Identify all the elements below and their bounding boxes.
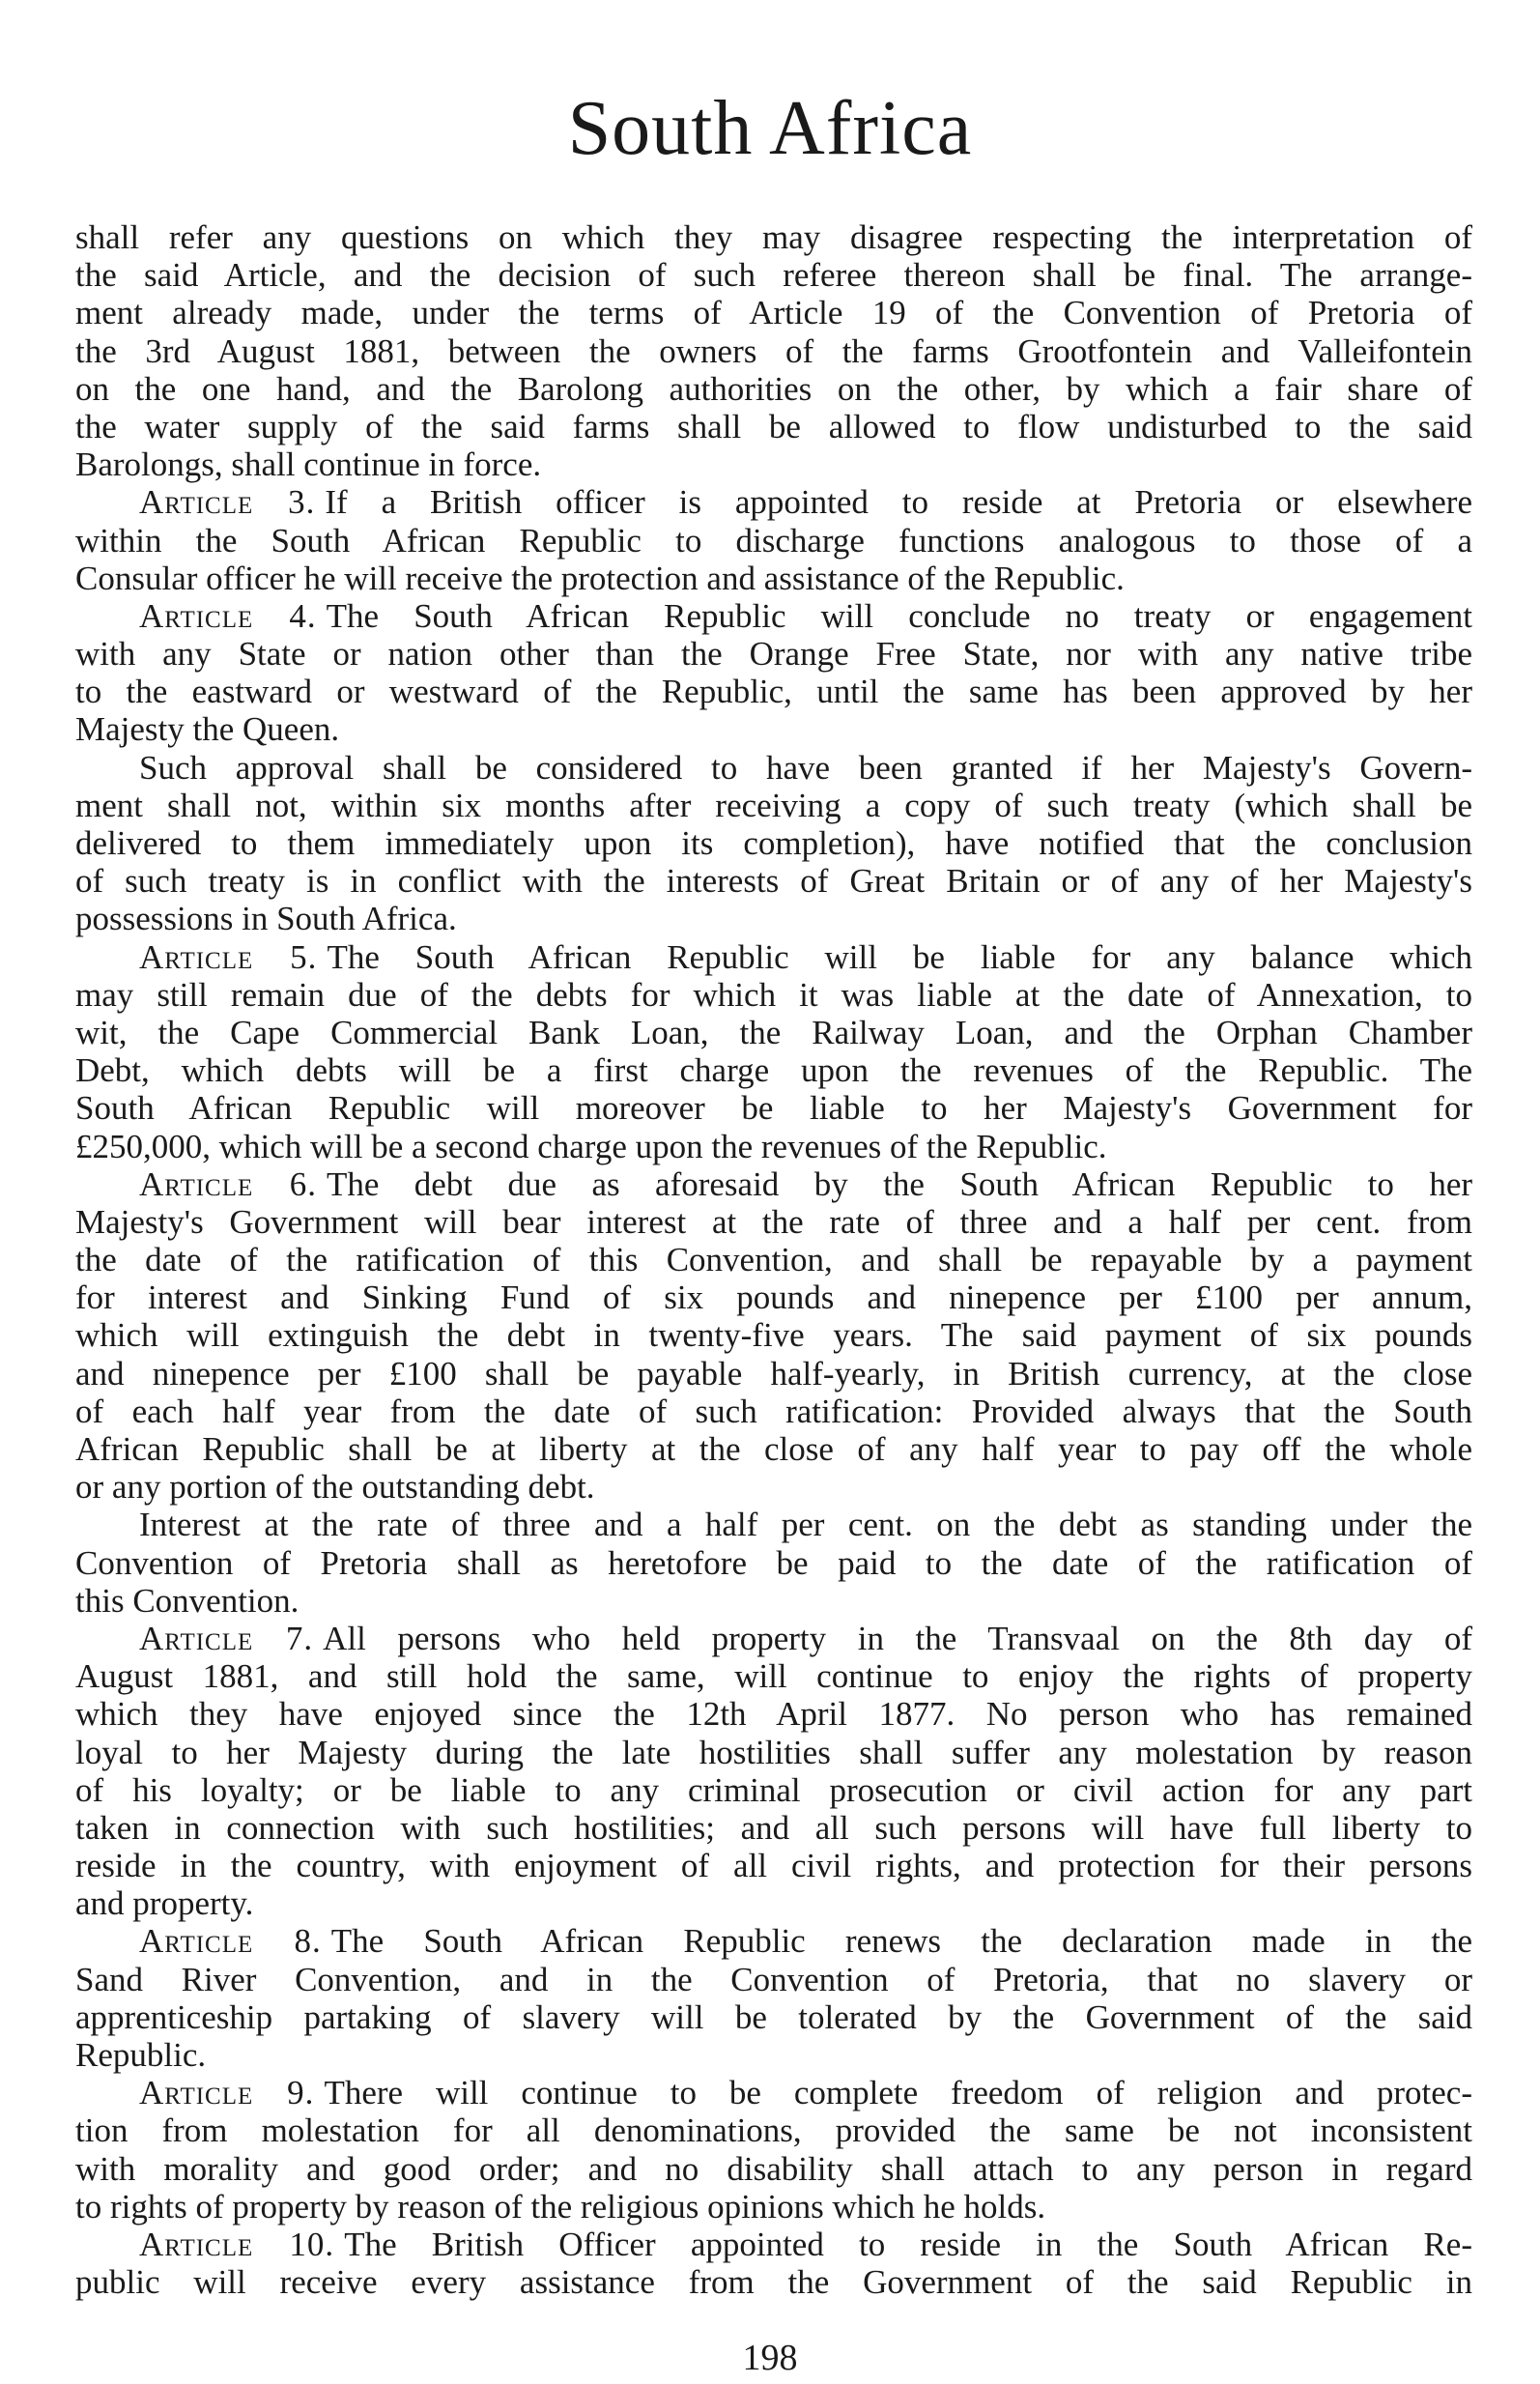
- text-line: [75, 1051, 1472, 1089]
- article-label: Article 7.: [139, 1619, 314, 1657]
- text-line: [75, 2263, 1472, 2301]
- text-line: [75, 1316, 1472, 1354]
- text-line: [75, 445, 1472, 483]
- line-text: with morality and good order; and no disability shall attach to any person in regard: [75, 2149, 1472, 2188]
- text-line: [75, 483, 1472, 521]
- line-text: and ninepence per £100 shall be payable half-yearly, in British currency, at the close: [75, 1354, 1472, 1393]
- text-line: [75, 1922, 1472, 1960]
- line-text: £250,000, which will be a second charge upon the revenues of the Republic.: [75, 1127, 1107, 1165]
- article-label: Article 6.: [139, 1164, 317, 1203]
- text-line: [75, 1961, 1472, 1998]
- text-line: [75, 1695, 1472, 1733]
- line-text: on the one hand, and the Barolong authorities on the other, by which a fair share of: [75, 369, 1472, 408]
- article-label: Article 3.: [139, 483, 316, 522]
- line-text: Majesty the Queen.: [75, 710, 340, 749]
- text-line: [75, 976, 1472, 1014]
- line-text: loyal to her Majesty during the late hostilities shall suffer any molestation by reason: [75, 1733, 1472, 1771]
- line-text: may still remain due of the debts for which it was liable at the date of Annexation, to: [75, 975, 1472, 1014]
- line-text: the 3rd August 1881, between the owners of the farms Grootfontein and Valleifontein: [75, 331, 1472, 370]
- line-text: The debt due as aforesaid by the South African Republic to her: [326, 1164, 1473, 1203]
- line-text: the water supply of the said farms shall be allowed to flow undisturbed to the said: [75, 407, 1472, 445]
- line-text: to rights of property by reason of the religious opinions which he holds.: [75, 2187, 1046, 2226]
- text-line: [75, 560, 1472, 597]
- text-line: [75, 2150, 1472, 2188]
- line-text: which they have enjoyed since the 12th April 1877. No person who has remained: [75, 1695, 1472, 1734]
- text-line: [75, 862, 1472, 900]
- line-text: There will continue to be complete freedom of religion and protec-: [324, 2074, 1472, 2112]
- article-label: Article 4.: [139, 596, 317, 635]
- line-text: tion from molestation for all denominations, provided the same be not inconsistent: [75, 2111, 1472, 2150]
- line-text: The South African Republic will be liable for any balance which: [327, 937, 1472, 976]
- line-text: wit, the Cape Commercial Bank Loan, the Railway Loan, and the Orphan Chamber: [75, 1013, 1472, 1051]
- text-line: [75, 635, 1472, 673]
- text-line: [75, 2188, 1472, 2226]
- line-text: August 1881, and still hold the same, will continue to enjoy the rights of property: [75, 1657, 1472, 1696]
- text-line: [75, 218, 1472, 256]
- article-label: Article 8.: [139, 1922, 322, 1961]
- line-text: of such treaty is in conflict with the interests of Great Britain or of any of her Majesty's: [75, 862, 1472, 901]
- article-label: Article 5.: [139, 937, 318, 976]
- line-text: this Convention.: [75, 1581, 299, 1620]
- text-line: [75, 1506, 1472, 1543]
- line-text: which will extinguish the debt in twenty-five years. The said payment of six pounds: [75, 1316, 1472, 1355]
- line-text: with any State or nation other than the Orange Free State, nor with any native tribe: [75, 635, 1472, 674]
- line-text: reside in the country, with enjoyment of all civil rights, and protection for their persons: [75, 1847, 1472, 1885]
- text-line: [75, 2111, 1472, 2149]
- line-text: Consular officer he will receive the protection and assistance of the Republic.: [75, 559, 1125, 597]
- line-text: delivered to them immediately upon its completion), have notified that the conclusion: [75, 824, 1472, 862]
- text-line: [75, 938, 1472, 976]
- text-line: [75, 1847, 1472, 1884]
- text-line: [75, 1620, 1472, 1657]
- text-line: [75, 824, 1472, 862]
- line-text: Barolongs, shall continue in force.: [75, 445, 542, 484]
- line-text: ment shall not, within six months after receiving a copy of such treaty (which shall be: [75, 786, 1472, 824]
- text-line: [75, 900, 1472, 937]
- text-line: [75, 370, 1472, 408]
- text-line: [75, 1089, 1472, 1127]
- line-text: for interest and Sinking Fund of six pounds and ninepence per £100 per annum,: [75, 1278, 1472, 1317]
- text-line: [75, 673, 1472, 710]
- text-line: [75, 1278, 1472, 1316]
- line-text: ment already made, under the terms of Article 19 of the Convention of Pretoria of: [75, 294, 1472, 332]
- text-line: [75, 332, 1472, 370]
- text-line: [75, 522, 1472, 560]
- line-text: Republic.: [75, 2036, 207, 2074]
- text-line: [75, 2036, 1472, 2074]
- line-text: Sand River Convention, and in the Convention of Pretoria, that no slavery or: [75, 1960, 1472, 1998]
- text-line: [75, 1771, 1472, 1809]
- text-line: [75, 1734, 1472, 1771]
- text-line: [75, 1355, 1472, 1393]
- line-text: Interest at the rate of three and a half per cent. on the debt as standing under the: [139, 1506, 1472, 1544]
- line-text: The South African Republic will conclude no treaty or engagement: [326, 596, 1472, 635]
- text-line: [75, 1241, 1472, 1278]
- line-text: Majesty's Government will bear interest at the rate of three and a half per cent. from: [75, 1202, 1472, 1241]
- text-line: [75, 1998, 1472, 2036]
- article-label: Article 10.: [139, 2225, 335, 2263]
- line-text: or any portion of the outstanding debt.: [75, 1468, 595, 1507]
- text-line: [75, 1809, 1472, 1847]
- line-text: of each half year from the date of such ratification: Provided always that the South: [75, 1392, 1472, 1430]
- page-number: 198: [742, 2338, 798, 2378]
- text-line: [75, 749, 1472, 787]
- text-line: [75, 2074, 1472, 2111]
- text-line: [75, 1468, 1472, 1506]
- text-line: [75, 256, 1472, 294]
- line-text: the date of the ratification of this Convention, and shall be repayable by a payment: [75, 1241, 1472, 1279]
- text-line: [75, 1544, 1472, 1582]
- document-body: [75, 218, 1472, 2301]
- line-text: public will receive every assistance from the Government of the said Republic in: [75, 2263, 1472, 2302]
- text-line: [75, 1203, 1472, 1241]
- text-line: [75, 1128, 1472, 1165]
- line-text: apprenticeship partaking of slavery will be tolerated by the Government of the said: [75, 1997, 1472, 2036]
- text-line: [75, 787, 1472, 824]
- text-line: [75, 710, 1472, 748]
- text-line: [75, 2226, 1472, 2263]
- line-text: to the eastward or westward of the Republic, until the same has been approved by her: [75, 673, 1472, 711]
- line-text: the said Article, and the decision of such referee thereon shall be final. The arrange-: [75, 256, 1472, 295]
- line-text: The South African Republic renews the declaration made in the: [330, 1922, 1472, 1961]
- line-text: Such approval shall be considered to have been granted if her Majesty's Govern-: [139, 748, 1472, 787]
- line-text: Debt, which debts will be a first charge upon the revenues of the Republic. The: [75, 1051, 1472, 1090]
- text-line: [75, 1393, 1472, 1430]
- line-text: possessions in South Africa.: [75, 900, 457, 938]
- text-line: [75, 1430, 1472, 1468]
- text-line: [75, 1014, 1472, 1051]
- line-text: The British Officer appointed to reside in the South African Re-: [344, 2225, 1472, 2263]
- line-text: and property.: [75, 1884, 254, 1923]
- text-line: [75, 1582, 1472, 1620]
- text-line: [75, 597, 1472, 635]
- line-text: African Republic shall be at liberty at the close of any half year to pay off the whole: [75, 1430, 1472, 1468]
- text-line: [75, 294, 1472, 331]
- article-label: Article 9.: [139, 2074, 315, 2112]
- text-line: [75, 1657, 1472, 1695]
- line-text: shall refer any questions on which they may disagree respecting the interpretation of: [75, 218, 1472, 256]
- line-text: All persons who held property in the Transvaal on the 8th day of: [323, 1619, 1472, 1657]
- line-text: taken in connection with such hostilities; and all such persons will have full liberty to: [75, 1808, 1472, 1847]
- line-text: South African Republic will moreover be liable to her Majesty's Government for: [75, 1089, 1472, 1128]
- line-text: Convention of Pretoria shall as heretofore be paid to the date of the ratification of: [75, 1543, 1472, 1582]
- page-title: South Africa: [567, 86, 973, 171]
- line-text: within the South African Republic to discharge functions analogous to those of a: [75, 521, 1472, 560]
- line-text: of his loyalty; or be liable to any criminal prosecution or civil action for any part: [75, 1770, 1472, 1809]
- line-text: If a British officer is appointed to reside at Pretoria or elsewhere: [325, 483, 1473, 522]
- text-line: [75, 1884, 1472, 1922]
- text-line: [75, 408, 1472, 445]
- text-line: [75, 1165, 1472, 1203]
